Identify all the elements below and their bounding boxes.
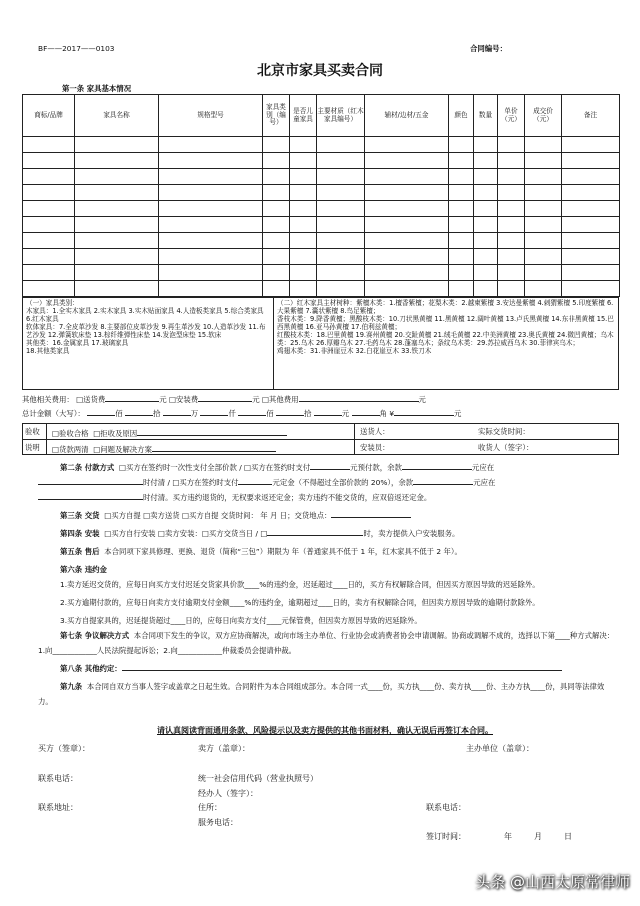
- furniture-table: [22, 94, 620, 297]
- buyer-address-label: 联系地址：: [38, 803, 78, 812]
- issue-field[interactable]: [152, 443, 276, 452]
- table-cell[interactable]: [263, 265, 290, 281]
- category-line: （一）家具类别：: [26, 299, 79, 307]
- table-cell[interactable]: [317, 217, 365, 233]
- table-cell[interactable]: [263, 281, 290, 297]
- install-fee-field[interactable]: [198, 393, 252, 402]
- table-cell[interactable]: [365, 249, 449, 265]
- table-cell[interactable]: [562, 137, 620, 153]
- table-cell[interactable]: [263, 185, 290, 201]
- issue-checkbox[interactable]: □问题及解决方案: [93, 445, 152, 454]
- table-row: [23, 169, 620, 185]
- table-cell[interactable]: [365, 281, 449, 297]
- installer-label: 安装员：: [360, 443, 390, 452]
- table-row: [23, 185, 620, 201]
- table-cell[interactable]: [290, 201, 317, 217]
- table-cell[interactable]: [498, 137, 525, 153]
- table-cell[interactable]: [365, 201, 449, 217]
- table-cell[interactable]: [365, 137, 449, 153]
- table-cell[interactable]: [75, 137, 159, 153]
- contract-no-label: 合同编号：: [470, 44, 507, 53]
- table-cell[interactable]: [75, 153, 159, 169]
- table-cell[interactable]: [498, 281, 525, 297]
- category-line: 其他类：16.金属家具 17.玻璃家具: [26, 339, 129, 347]
- table-cell[interactable]: [317, 201, 365, 217]
- table-cell[interactable]: [449, 249, 474, 265]
- table-row: [23, 217, 620, 233]
- table-cell[interactable]: [159, 185, 263, 201]
- table-cell[interactable]: [23, 185, 75, 201]
- table-cell[interactable]: [498, 185, 525, 201]
- amount-field[interactable]: [125, 407, 153, 416]
- column-header: 数量: [474, 95, 498, 137]
- table-cell[interactable]: [263, 201, 290, 217]
- table-cell[interactable]: [449, 153, 474, 169]
- table-cell[interactable]: [317, 281, 365, 297]
- article7: 第七条 争议解决方式 本合同项下发生的争议，双方应协商解决，或向市场主办单位、行业协会或消费者协会申请调解。协商或调解不成的，选择以下第____种方式解决：1.向____________人民法院提起诉讼；2.向____________仲裁委员会提请仲裁。: [38, 631, 615, 655]
- column-header: 备注: [562, 95, 620, 137]
- amount-field[interactable]: [352, 407, 380, 416]
- species-line: 鸡翅木类：31.非洲崖豆木 32.白花崖豆木 33.铁刀木: [277, 347, 432, 355]
- seller-sign-label: 卖方（盖章）：: [198, 744, 250, 753]
- other-agreement-field[interactable]: [122, 662, 562, 671]
- prepay-field[interactable]: [310, 461, 350, 470]
- table-cell[interactable]: [525, 201, 562, 217]
- table-cell[interactable]: [75, 249, 159, 265]
- article5: 第五条 售后 本合同项下家具修理、更换、退货（简称“三包”）期限为 年（普通家具不低于 1 年，红木家具不低于 2 年）。: [60, 547, 462, 556]
- column-header: 家具类别（编号）: [263, 95, 290, 137]
- doc-code: BF——2017——0103: [38, 44, 115, 53]
- install-fee-checkbox[interactable]: □安装费: [169, 395, 199, 404]
- notice: 请认真阅读背面通用条款、风险提示以及卖方提供的其他书面材料，确认无误后再签订本合同。: [157, 726, 493, 735]
- table-cell[interactable]: [525, 137, 562, 153]
- deposit-field[interactable]: [238, 476, 272, 485]
- table-cell[interactable]: [263, 249, 290, 265]
- table-cell[interactable]: [23, 169, 75, 185]
- furniture-category-list: [26, 299, 270, 355]
- table-cell[interactable]: [498, 217, 525, 233]
- table-cell[interactable]: [75, 281, 159, 297]
- service-phone-label: 服务电话：: [198, 818, 238, 827]
- article1-heading: 第一条 家具基本情况: [62, 84, 132, 93]
- table-row: [23, 249, 620, 265]
- table-cell[interactable]: [449, 201, 474, 217]
- category-line: 18.其他类家具: [26, 347, 70, 355]
- table-cell[interactable]: [23, 281, 75, 297]
- amount-field[interactable]: [200, 407, 228, 416]
- table-cell[interactable]: [159, 265, 263, 281]
- table-cell[interactable]: [562, 201, 620, 217]
- table-cell[interactable]: [562, 281, 620, 297]
- column-header: 成交价（元）: [525, 95, 562, 137]
- table-cell[interactable]: [525, 185, 562, 201]
- table-cell[interactable]: [290, 281, 317, 297]
- table-cell[interactable]: [317, 233, 365, 249]
- page-title: 北京市家具买卖合同: [257, 63, 383, 79]
- column-header: 辅材/边材/五金: [365, 95, 449, 137]
- table-cell[interactable]: [525, 233, 562, 249]
- table-cell[interactable]: [525, 265, 562, 281]
- table-cell[interactable]: [159, 169, 263, 185]
- article9: 第九条 本合同自双方当事人签字或盖章之日起生效。合同附件为本合同组成部分。本合同一式____份，买方执____份、卖方执____份、主办方执____份，具同等法律效力。: [38, 682, 605, 706]
- table-row: [23, 201, 620, 217]
- table-cell[interactable]: [159, 281, 263, 297]
- table-cell[interactable]: [159, 153, 263, 169]
- table-cell[interactable]: [525, 169, 562, 185]
- species-line: 香枝木类：9.降香黄檀；黑酸枝木类：10.刀状黑黄檀 11.黑黄檀 12.阔叶黄檀 13.卢氏黑黄檀 14.东非黑黄檀 15.巴西黑黄檀 16.亚马孙黄檀 17.伯利兹黄檀；: [277, 315, 614, 331]
- table-cell[interactable]: [290, 265, 317, 281]
- host-sign-label: 主办单位（盖章）：: [466, 744, 534, 753]
- column-header: 单价（元）: [498, 95, 525, 137]
- amount-numeric-field[interactable]: [394, 407, 454, 416]
- article3: 第三条 交货 □买方自提 □卖方送货 □买方自提 交货时间： 年 月 日；交货地点：: [38, 508, 618, 523]
- buyer-sign-label: 买方（签章）：: [38, 744, 90, 753]
- table-cell[interactable]: [474, 153, 498, 169]
- table-cell[interactable]: [23, 201, 75, 217]
- table-cell[interactable]: [474, 249, 498, 265]
- table-cell[interactable]: [263, 217, 290, 233]
- table-cell[interactable]: [525, 249, 562, 265]
- table-cell[interactable]: [75, 217, 159, 233]
- host-phone-label: 联系电话：: [426, 803, 466, 812]
- table-cell[interactable]: [474, 137, 498, 153]
- table-cell[interactable]: [317, 249, 365, 265]
- delivery-place-field[interactable]: [331, 509, 411, 518]
- table-cell[interactable]: [290, 169, 317, 185]
- column-header: 是否儿童家具: [290, 95, 317, 137]
- wood-species-list: [277, 299, 615, 355]
- article4: 第四条 安装 □买方自行安装 □卖方安装：□买方交货当日 / □ 时，卖方提供入户安装服务。: [60, 529, 460, 538]
- table-cell[interactable]: [23, 217, 75, 233]
- table-cell[interactable]: [75, 265, 159, 281]
- delivery-person-label: 送货人：: [360, 427, 390, 436]
- table-cell[interactable]: [562, 265, 620, 281]
- table-row: [23, 137, 620, 153]
- table-cell[interactable]: [317, 265, 365, 281]
- agent-label: 经办人（签字）：: [198, 789, 258, 798]
- actual-time-label: 实际交货时间：: [478, 427, 530, 436]
- article6-heading: 第六条 违约金: [60, 565, 107, 574]
- column-header: 规格型号: [159, 95, 263, 137]
- table-cell[interactable]: [365, 233, 449, 249]
- table-cell[interactable]: [525, 281, 562, 297]
- table-cell[interactable]: [498, 233, 525, 249]
- table-cell[interactable]: [498, 265, 525, 281]
- column-header: 主要材质（红木家具编号）: [317, 95, 365, 137]
- table-cell[interactable]: [525, 153, 562, 169]
- reject-reason-field[interactable]: [137, 427, 287, 436]
- table-cell[interactable]: [449, 217, 474, 233]
- table-cell[interactable]: [562, 233, 620, 249]
- table-cell[interactable]: [474, 281, 498, 297]
- table-cell[interactable]: [474, 185, 498, 201]
- other-fees-row: 其他相关费用： □送货费 元 □安装费 元 □其他费用 元: [22, 395, 426, 404]
- article6-item1: 1.卖方延迟交货的，应每日向买方支付迟延交货家具价款____%的违约金，迟延超过____日的，买方有权解除合同，但因买方原因导致的迟延除外。: [60, 580, 540, 589]
- balance-field[interactable]: [402, 461, 472, 470]
- table-cell[interactable]: [365, 153, 449, 169]
- delivery-fee-field[interactable]: [105, 393, 159, 402]
- column-header: 商标/品牌: [23, 95, 75, 137]
- table-cell[interactable]: [263, 153, 290, 169]
- table-cell[interactable]: [75, 201, 159, 217]
- table-cell[interactable]: [562, 249, 620, 265]
- column-header: 颜色: [449, 95, 474, 137]
- buyer-phone-label: 联系电话：: [38, 774, 78, 783]
- table-cell[interactable]: [449, 185, 474, 201]
- amount-field[interactable]: [276, 407, 304, 416]
- table-cell[interactable]: [317, 153, 365, 169]
- table-cell[interactable]: [365, 169, 449, 185]
- article8: 第八条 其他约定：: [38, 661, 618, 676]
- table-cell[interactable]: [449, 265, 474, 281]
- amount-field[interactable]: [163, 407, 191, 416]
- table-cell[interactable]: [449, 281, 474, 297]
- article2-line2: 时付清 / □买方在签约时支付 元定金（不得超过全部价款的 20%），余款 元应在: [38, 475, 618, 490]
- table-cell[interactable]: [525, 217, 562, 233]
- table-cell[interactable]: [474, 201, 498, 217]
- table-cell[interactable]: [449, 233, 474, 249]
- table-cell[interactable]: [290, 249, 317, 265]
- table-row: [23, 281, 620, 297]
- payoff-time2-field[interactable]: [38, 491, 143, 500]
- paid-checkbox[interactable]: □货款两清: [52, 445, 89, 454]
- table-cell[interactable]: [290, 217, 317, 233]
- table-cell[interactable]: [365, 217, 449, 233]
- table-cell[interactable]: [317, 185, 365, 201]
- category-line: 木家具：1.全实木家具 2.实木家具 3.实木贴面家具 4.人造板类家具 5.综合类家具 6.红木家具: [26, 307, 264, 323]
- table-cell[interactable]: [365, 185, 449, 201]
- table-cell[interactable]: [562, 153, 620, 169]
- receiver-label: 收货人（签字）：: [478, 443, 534, 452]
- residence-label: 住所：: [198, 803, 222, 812]
- articles-body: [38, 460, 618, 709]
- table-cell[interactable]: [498, 169, 525, 185]
- acceptance-label: 验收: [25, 427, 40, 436]
- table-header-row: [23, 95, 620, 137]
- table-cell[interactable]: [317, 137, 365, 153]
- table-cell[interactable]: [449, 137, 474, 153]
- table-cell[interactable]: [23, 233, 75, 249]
- table-cell[interactable]: [263, 137, 290, 153]
- table-cell[interactable]: [474, 217, 498, 233]
- credit-code-label: 统一社会信用代码（营业执照号）: [198, 774, 318, 783]
- amount-field[interactable]: [314, 407, 342, 416]
- table-cell[interactable]: [75, 233, 159, 249]
- table-cell[interactable]: [562, 217, 620, 233]
- payoff-time-field[interactable]: [38, 476, 143, 485]
- explanation-label: 说明: [25, 443, 40, 452]
- table-cell[interactable]: [498, 201, 525, 217]
- amount-field[interactable]: [87, 407, 115, 416]
- table-cell[interactable]: [562, 169, 620, 185]
- table-cell[interactable]: [474, 169, 498, 185]
- species-line: 红酸枝木类：18.巴里黄檀 19.赛州黄檀 20.交趾黄檀 21.绒毛黄檀 22.中美洲黄檀 23.奥氏黄檀 24.微凹黄檀；乌木类：25.乌木 26.厚瓣乌木 27.毛药乌木 28.蓬塞乌木；条纹乌木类：29.苏拉威西乌木 30.菲律宾乌木；: [277, 331, 614, 347]
- table-row: [23, 153, 620, 169]
- sign-time: 签订时间： 年 月 日: [426, 832, 572, 841]
- species-line: （二）红木家具主材树种：紫檀木类：1.檀香紫檀；花梨木类：2.越柬紫檀 3.安达曼紫檀 4.刺猬紫檀 5.印度紫檀 6.大果紫檀 7.囊状紫檀 8.鸟足紫檀；: [277, 299, 614, 315]
- table-cell[interactable]: [159, 201, 263, 217]
- table-cell[interactable]: [317, 169, 365, 185]
- install-time-field[interactable]: [267, 527, 363, 536]
- table-cell[interactable]: [159, 137, 263, 153]
- article6-item2: 2.买方逾期付款的，应每日向卖方支付逾期支付金额____%的违约金，逾期超过____日的，卖方有权解除合同，但因卖方原因导致的逾期付款除外。: [60, 598, 540, 607]
- table-cell[interactable]: [75, 185, 159, 201]
- table-cell[interactable]: [159, 217, 263, 233]
- accept-ok-checkbox[interactable]: □验收合格: [52, 429, 89, 438]
- category-line: 软体家具：7.全皮革沙发 8.主要部位皮革沙发 9.再生革沙发 10.人造革沙发 11.布艺沙发 12.弹簧软床垫 13.棕纤维弹性床垫 14.发泡型床垫 15.软床: [26, 323, 266, 339]
- column-header: 家具名称: [75, 95, 159, 137]
- table-cell[interactable]: [159, 233, 263, 249]
- balance2-field[interactable]: [413, 476, 473, 485]
- table-cell[interactable]: [498, 153, 525, 169]
- article2-line1: 第二条 付款方式 □买方在签约时一次性支付全部价款 / □买方在签约时支付 元预付款，余款 元应在: [60, 463, 495, 472]
- table-cell[interactable]: [562, 185, 620, 201]
- table-cell[interactable]: [263, 169, 290, 185]
- article6-item3: 3.买方自提家具的，迟延提货超过____日的，应每日向卖方支付____元保管费，但因卖方原因导致的迟延除外。: [60, 616, 422, 625]
- table-cell[interactable]: [290, 233, 317, 249]
- table-row: [23, 265, 620, 281]
- other-fee-field[interactable]: [299, 393, 419, 402]
- table-cell[interactable]: [23, 265, 75, 281]
- reject-checkbox[interactable]: □拒收及原因: [93, 429, 138, 438]
- watermark: 头条 @山西太原常律师: [475, 873, 630, 891]
- table-cell[interactable]: [365, 265, 449, 281]
- table-cell[interactable]: [159, 249, 263, 265]
- table-cell[interactable]: [290, 185, 317, 201]
- table-cell[interactable]: [474, 265, 498, 281]
- amount-field[interactable]: [238, 407, 266, 416]
- table-cell[interactable]: [449, 169, 474, 185]
- table-cell[interactable]: [23, 249, 75, 265]
- table-cell[interactable]: [474, 233, 498, 249]
- table-cell[interactable]: [263, 233, 290, 249]
- total-amount-row: 总计金额（大写）： 佰 拾 万 仟 佰 拾 元 角 ¥ 元: [22, 409, 462, 418]
- article2-line3: 时付清。买方违约退货的，无权要求返还定金；卖方违约不能交货的，应双倍返还定金。: [38, 490, 618, 505]
- table-cell[interactable]: [23, 153, 75, 169]
- table-row: [23, 233, 620, 249]
- other-fee-checkbox[interactable]: □其他费用: [261, 395, 299, 404]
- table-cell[interactable]: [75, 169, 159, 185]
- table-cell[interactable]: [498, 249, 525, 265]
- table-cell[interactable]: [23, 137, 75, 153]
- table-cell[interactable]: [290, 137, 317, 153]
- table-cell[interactable]: [290, 153, 317, 169]
- delivery-fee-checkbox[interactable]: □送货费: [76, 395, 106, 404]
